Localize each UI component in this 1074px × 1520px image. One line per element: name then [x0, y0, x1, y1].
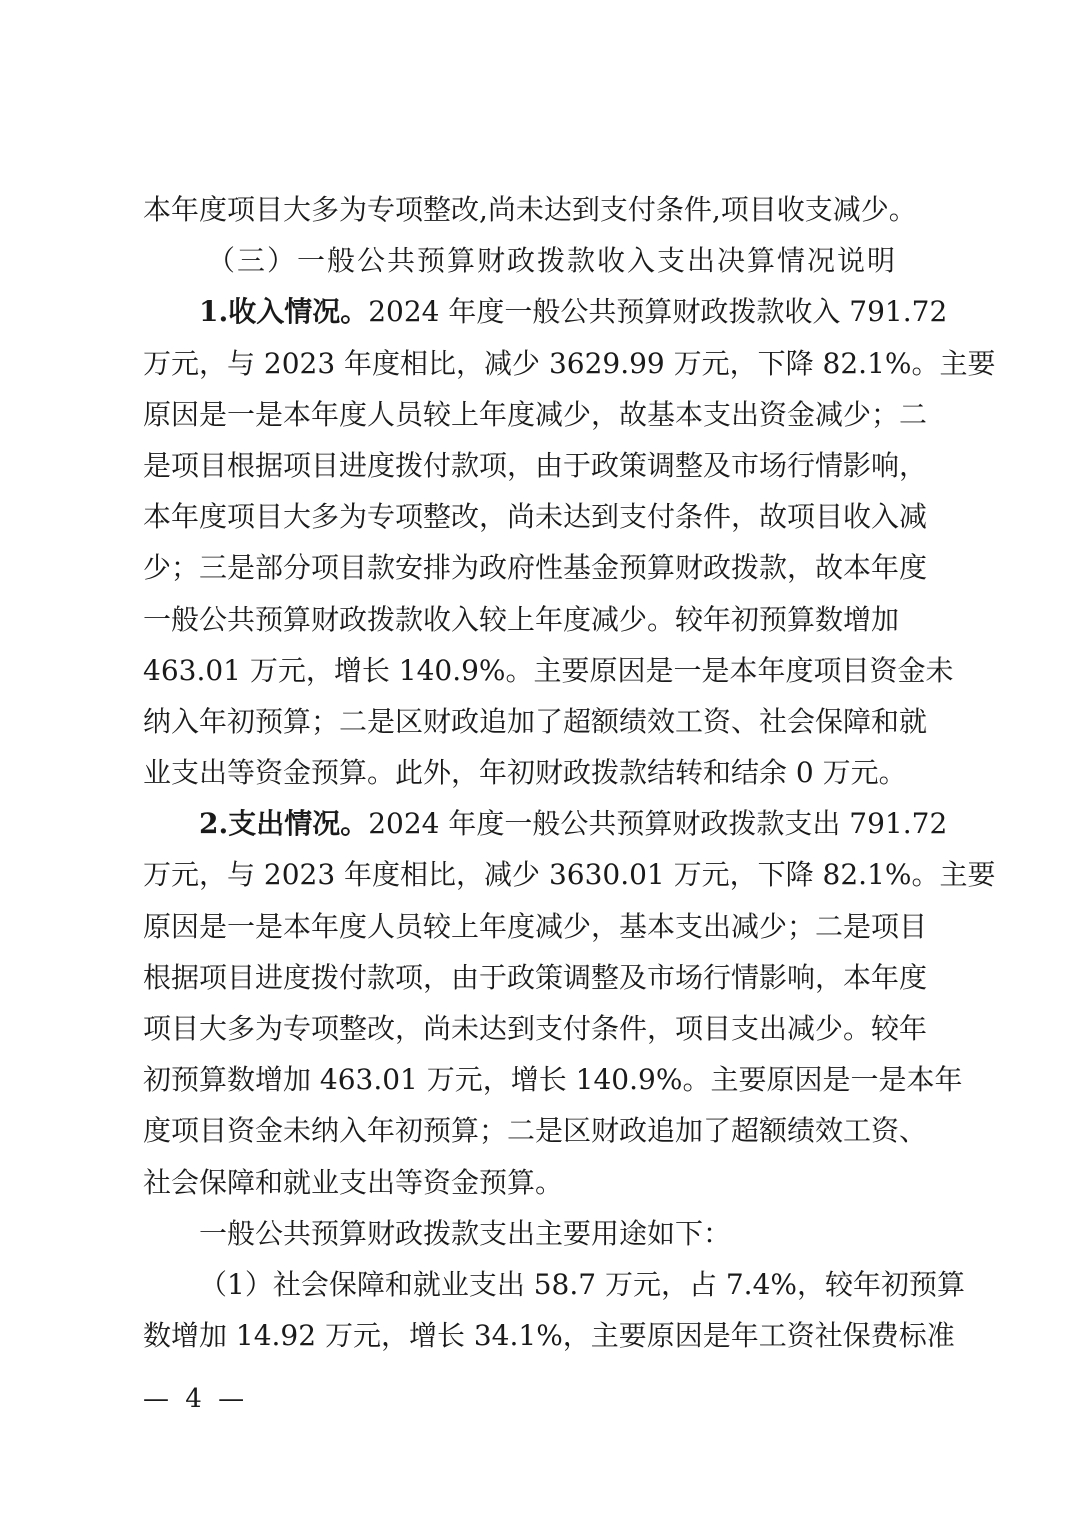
body-line: 业支出等资金预算。此外，年初财政拨款结转和结余 0 万元。 [143, 756, 907, 790]
body-line: 一般公共预算财政拨款支出主要用途如下： [199, 1216, 732, 1250]
section-heading: （三）一般公共预算财政拨款收入支出决算情况说明 [207, 244, 898, 278]
list-item-line: （1）社会保障和就业支出 58.7 万元，占 7.4%，较年初预算 [199, 1267, 965, 1301]
body-line: 度项目资金未纳入年初预算；二是区财政追加了超额绩效工资、 [143, 1114, 928, 1148]
body-line: 原因是一是本年度人员较上年度减少，基本支出减少；二是项目 [143, 909, 928, 943]
body-line: 一般公共预算财政拨款收入较上年度减少。较年初预算数增加 [143, 602, 900, 636]
body-line: 少；三是部分项目款安排为政府性基金预算财政拨款，故本年度 [143, 551, 928, 585]
body-line: 初预算数增加 463.01 万元，增长 140.9%。主要原因是一是本年 [143, 1063, 963, 1097]
paragraph-lead-line [143, 286, 948, 337]
expenditure-heading: 2.支出情况。 [199, 807, 369, 841]
body-line: 本年度项目大多为专项整改,尚未达到支付条件,项目收支减少。 [143, 193, 917, 226]
body-text: 2024 年度一般公共预算财政拨款支出 791.72 [368, 807, 948, 841]
body-line: 是项目根据项目进度拨付款项，由于政策调整及市场行情影响， [143, 448, 928, 482]
paragraph-lead-line [143, 798, 948, 849]
body-line: 社会保障和就业支出等资金预算。 [143, 1165, 564, 1199]
body-line: 根据项目进度拨付款项，由于政策调整及市场行情影响，本年度 [143, 960, 928, 994]
document-body [143, 184, 996, 1361]
body-line: 项目大多为专项整改，尚未达到支付条件，项目支出减少。较年 [143, 1012, 928, 1045]
body-line: 463.01 万元，增长 140.9%。主要原因是一是本年度项目资金未 [143, 653, 954, 687]
income-heading: 1.收入情况。 [199, 295, 369, 329]
body-line: 万元，与 2023 年度相比，减少 3629.99 万元，下降 82.1%。主要 [143, 346, 996, 380]
body-line: 数增加 14.92 万元，增长 34.1%，主要原因是年工资社保费标准 [143, 1319, 955, 1353]
body-text: 2024 年度一般公共预算财政拨款收入 791.72 [368, 295, 948, 329]
body-line: 原因是一是本年度人员较上年度减少，故基本支出资金减少；二 [143, 397, 928, 431]
page-number: — 4 — [143, 1384, 249, 1414]
body-line: 万元，与 2023 年度相比，减少 3630.01 万元，下降 82.1%。主要 [143, 858, 996, 892]
body-line: 本年度项目大多为专项整改，尚未达到支付条件，故项目收入减 [143, 500, 928, 534]
body-line: 纳入年初预算；二是区财政追加了超额绩效工资、社会保障和就 [143, 704, 928, 738]
